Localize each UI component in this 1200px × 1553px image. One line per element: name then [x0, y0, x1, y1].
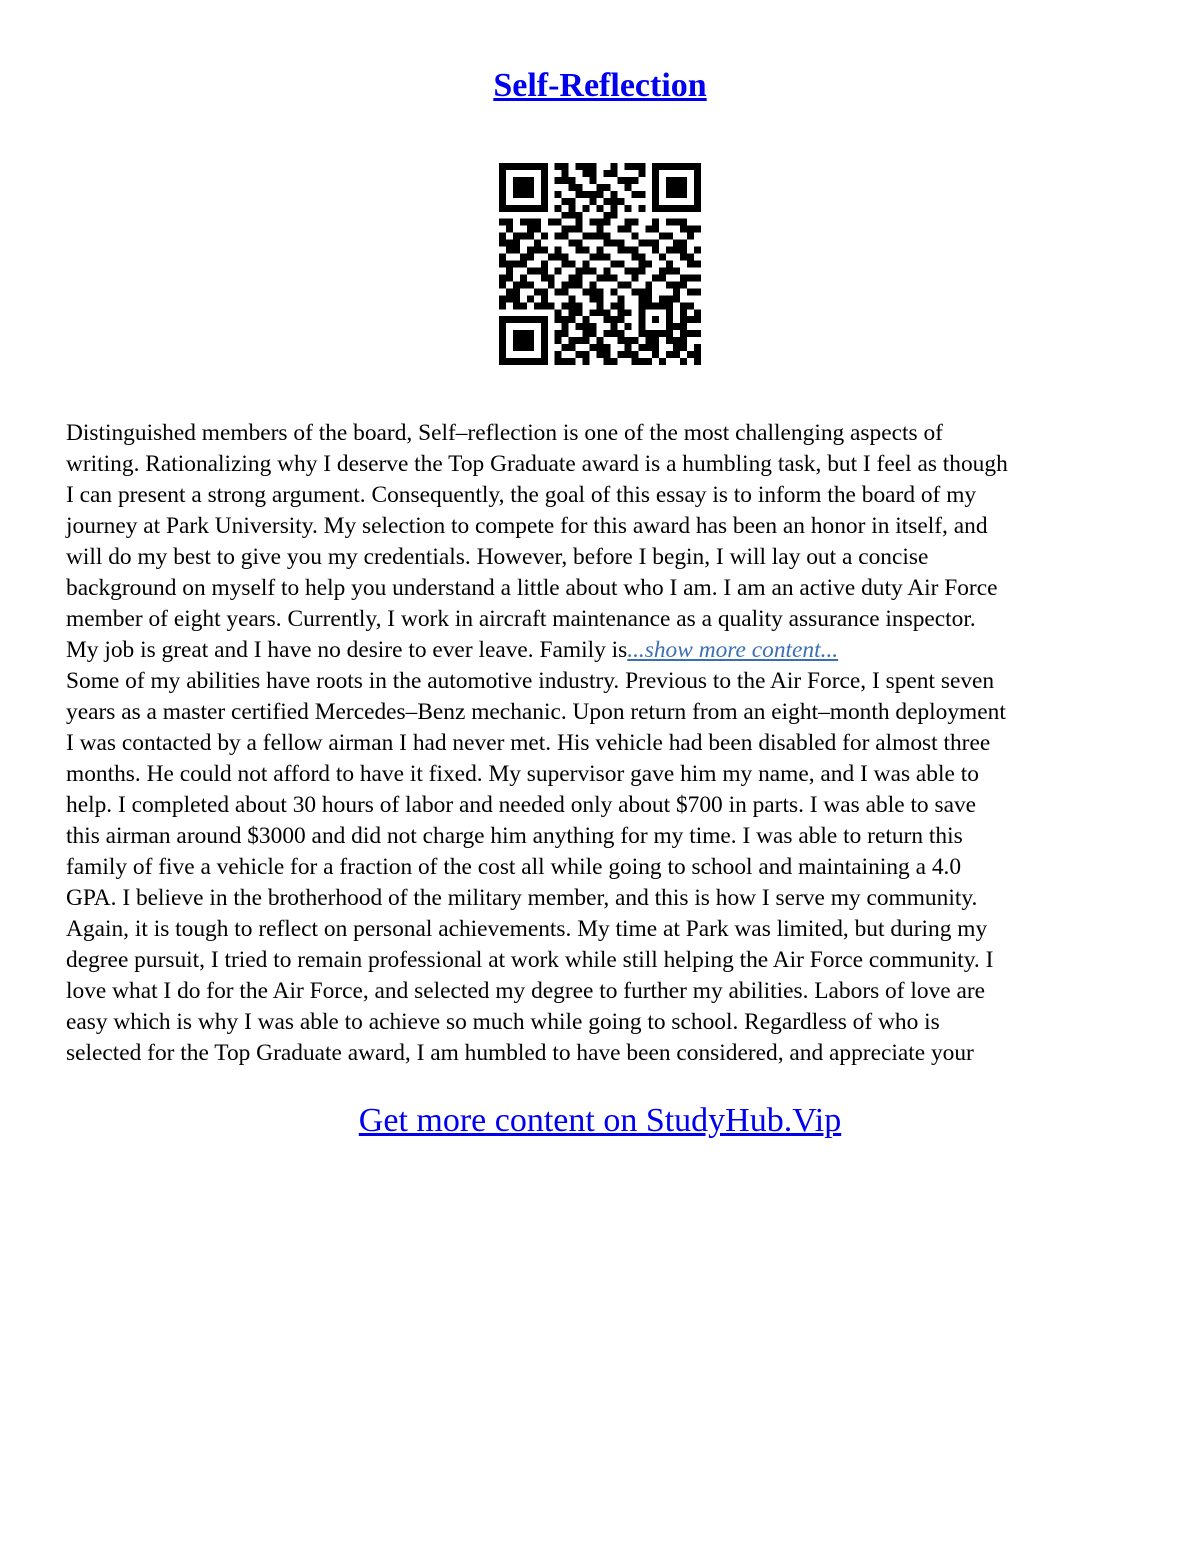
- essay-line: will do my best to give you my credentials. However, before I begin, I will lay out a concise: [66, 544, 929, 570]
- essay-line: journey at Park University. My selection to compete for this award has been an honor in itself, and: [66, 513, 988, 539]
- essay-line: Again, it is tough to reflect on personal achievements. My time at Park was limited, but during my: [66, 916, 988, 942]
- essay-line-with-link: [66, 635, 1138, 666]
- essay-line: Some of my abilities have roots in the automotive industry. Previous to the Air Force, I spent seven: [66, 668, 995, 694]
- essay-line: love what I do for the Air Force, and selected my degree to further my abilities. Labors of love are: [66, 978, 986, 1004]
- essay-line: easy which is why I was able to achieve so much while going to school. Regardless of who is: [66, 1009, 940, 1035]
- essay-line: writing. Rationalizing why I deserve the Top Graduate award is a humbling task, but I feel as though: [66, 451, 1008, 477]
- qr-code-image: [499, 163, 701, 365]
- essay-line: I can present a strong argument. Consequently, the goal of this essay is to inform the board of my: [66, 482, 977, 508]
- essay-line: background on myself to help you understand a little about who I am. I am an active duty Air Force: [66, 575, 998, 601]
- essay-line: help. I completed about 30 hours of labor and needed only about $700 in parts. I was able to save: [66, 792, 977, 818]
- essay-line: selected for the Top Graduate award, I am humbled to have been considered, and appreciate your: [66, 1040, 974, 1066]
- essay-line: GPA. I believe in the brotherhood of the military member, and this is how I serve my community.: [66, 885, 978, 911]
- footer: [0, 1099, 1200, 1143]
- page-title: [0, 64, 1200, 108]
- essay-line: degree pursuit, I tried to remain professional at work while still helping the Air Force community. I: [66, 947, 994, 973]
- get-more-content-link[interactable]: Get more content on StudyHub.Vip: [358, 1102, 842, 1139]
- essay-line: member of eight years. Currently, I work in aircraft maintenance as a quality assurance inspector.: [66, 606, 976, 632]
- essay-line: months. He could not afford to have it fixed. My supervisor gave him my name, and I was able to: [66, 761, 979, 787]
- essay-body: [66, 418, 1138, 1069]
- essay-line: I was contacted by a fellow airman I had never met. His vehicle had been disabled for almost three: [66, 730, 991, 756]
- essay-line: family of five a vehicle for a fraction of the cost all while going to school and maintaining a 4.0: [66, 854, 962, 880]
- essay-line: this airman around $3000 and did not charge him anything for my time. I was able to return this: [66, 823, 963, 849]
- title-link[interactable]: Self-Reflection: [493, 67, 707, 104]
- essay-line: years as a master certified Mercedes–Benz mechanic. Upon return from an eight–month deployment: [66, 699, 1006, 725]
- show-more-content-link[interactable]: ...show more content...: [627, 637, 839, 663]
- essay-line-text: My job is great and I have no desire to ever leave. Family is: [66, 637, 628, 663]
- essay-line: Distinguished members of the board, Self–reflection is one of the most challenging aspects of: [66, 420, 943, 446]
